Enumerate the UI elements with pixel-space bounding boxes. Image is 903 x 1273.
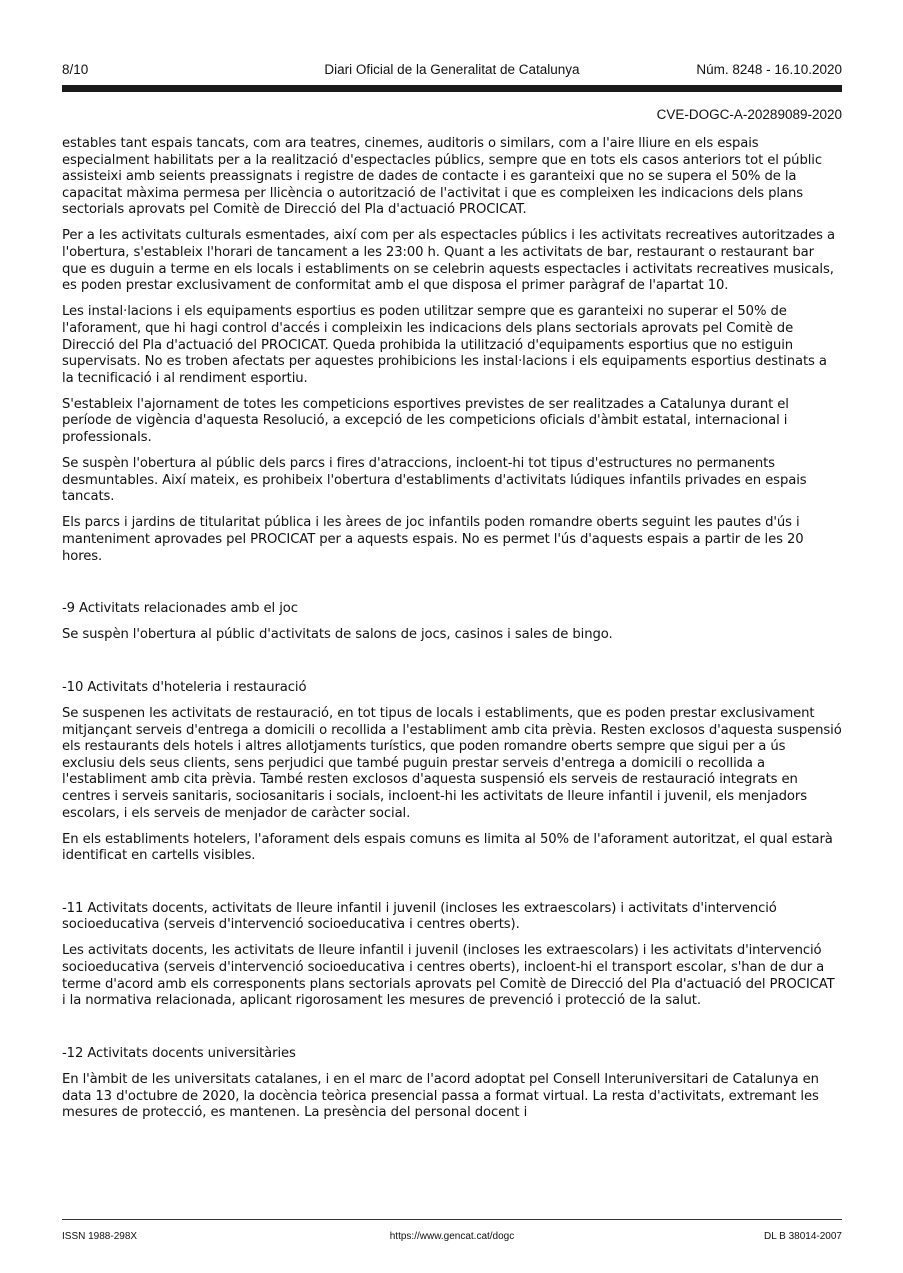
paragraph: Se suspèn l'obertura al públic dels parcs i fires d'atraccions, incloent-hi tot tipus d'estructures no permanents desmuntables. Així mateix, es prohibeix l'obertura d'establiments d'activitats lúdiques infantils privades en espais tancats.	[62, 456, 807, 505]
page-footer	[62, 1231, 842, 1245]
section-heading-9: -9 Activitats relacionades amb el joc	[62, 601, 298, 617]
paragraph: En l'àmbit de les universitats catalanes, i en el marc de l'acord adoptat pel Consell Interuniversitari de Catalunya en data 13 d'octubre de 2020, la docència teòrica presencial passa a format virtual. La resta d'activitats, extremant les mesures de protecció, es mantenen. La presència del personal docent i	[62, 1071, 819, 1121]
section-heading-12: -12 Activitats docents universitàries	[62, 1045, 296, 1061]
paragraph: S'estableix l'ajornament de totes les competicions esportives previstes de ser realitzades a Catalunya durant el període de vigència d'aquesta Resolució, a excepció de les competicions oficials d'àmbit estatal, internacional i professionals.	[62, 396, 789, 445]
page-number: 8/10	[62, 62, 89, 77]
paragraph: estables tant espais tancats, com ara teatres, cinemes, auditoris o similars, com a l'aire lliure en els espais especialment habilitats per a la realització d'espectacles públics, sempre que en tots els casos anteriors tot el públic assisteixi amb seients preassignats i registre de dades de contacte i es garanteixi que no se supera el 50% de la capacitat màxima permesa per llicència o autorització de l'activitat i que es compleixen les indicacions dels plans sectorials aprovats pel Comitè de Direcció del Pla d'actuació PROCICAT.	[62, 136, 822, 218]
paragraph: Se suspèn l'obertura al públic d'activitats de salons de jocs, casinos i sales de bingo.	[62, 627, 613, 643]
footer-rule	[62, 1219, 842, 1220]
journal-title: Diari Oficial de la Generalitat de Catalunya	[324, 62, 580, 77]
paragraph: Per a les activitats culturals esmentades, així com per als espectacles públics i les activitats recreatives autoritzades a l'obertura, s'estableix l'horari de tancament a les 23:00 h. Quant a les activitats de bar, restaurant o restaurant bar que es duguin a terme en els locals i establiments on se celebrin aquests espectacles i activitats recreatives musicals, es poden prestar exclusivament de conformitat amb el que disposa el primer paràgraf de l'apartat 10.	[62, 228, 835, 294]
document-body	[62, 136, 842, 1131]
section-heading-11: -11 Activitats docents, activitats de lleure infantil i juvenil (incloses les extraescolars) i activitats d'intervenció socioeducativa (serveis d'intervenció socioeducativa i centres oberts).	[62, 900, 777, 933]
issue-number-date: Núm. 8248 - 16.10.2020	[696, 62, 842, 77]
paragraph: En els establiments hotelers, l'aforament dels espais comuns es limita al 50% de l'aforament autoritzat, el qual estarà identificat en cartells visibles.	[62, 831, 833, 864]
page-header	[62, 62, 842, 78]
paragraph: Les instal·lacions i els equipaments esportius es poden utilitzar sempre que es garanteixi no superar el 50% de l'aforament, que hi hagi control d'accés i compleixin les indicacions dels plans sectorials aprovats pel Comitè de Direcció del Pla d'actuació del PROCICAT. Queda prohibida la utilització d'equipaments esportius que no estiguin supervisats. No es troben afectats per aquestes prohibicions les instal·lacions i els equipaments esportius destinats a la tecnificació i al rendiment esportiu.	[62, 304, 827, 386]
cve-code: CVE-DOGC-A-20289089-2020	[656, 107, 842, 122]
header-rule	[62, 85, 842, 92]
section-heading-10: -10 Activitats d'hoteleria i restauració	[62, 679, 307, 695]
paragraph: Les activitats docents, les activitats de lleure infantil i juvenil (incloses les extraescolars) i les activitats d'intervenció socioeducativa (serveis d'intervenció socioeducativa i centres oberts), incloent-hi el transport escolar, s'han de dur a terme d'acord amb els corresponents plans sectorials aprovats pel Comitè de Direcció del Pla d'actuació del PROCICAT i la normativa relacionada, aplicant rigorosament les mesures de prevenció i protecció de la salut.	[62, 943, 835, 1009]
issn: ISSN 1988-298X	[62, 1231, 138, 1242]
footer-url[interactable]: https://www.gencat.cat/dogc	[389, 1231, 515, 1242]
paragraph: Els parcs i jardins de titularitat pública i les àrees de joc infantils poden romandre oberts seguint les pautes d'ús i manteniment aprovades pel PROCICAT per a aquests espais. No es permet l'ús d'aquests espais a partir de les 20 hores.	[62, 515, 804, 564]
paragraph: Se suspenen les activitats de restauració, en tot tipus de locals i establiments, que es poden prestar exclusivament mitjançant serveis d'entrega a domicili o recollida a l'establiment amb cita prèvia. Resten exclosos d'aquesta suspensió els restaurants dels hotels i altres allotjaments turístics, que poden romandre oberts sempre que sigui per a ús exclusiu dels seus clients, sens perjudici que també puguin prestar serveis d'entrega a domicili o recollida a l'establiment amb cita prèvia. També resten exclosos d'aquesta suspensió els serveis de restauració integrats en centres i serveis sanitaris, sociosanitaris i socials, incloent-hi les activitats de lleure infantil i juvenil, els menjadors escolars, i els serveis de menjador de caràcter social.	[62, 705, 842, 821]
legal-deposit: DL B 38014-2007	[763, 1231, 842, 1242]
